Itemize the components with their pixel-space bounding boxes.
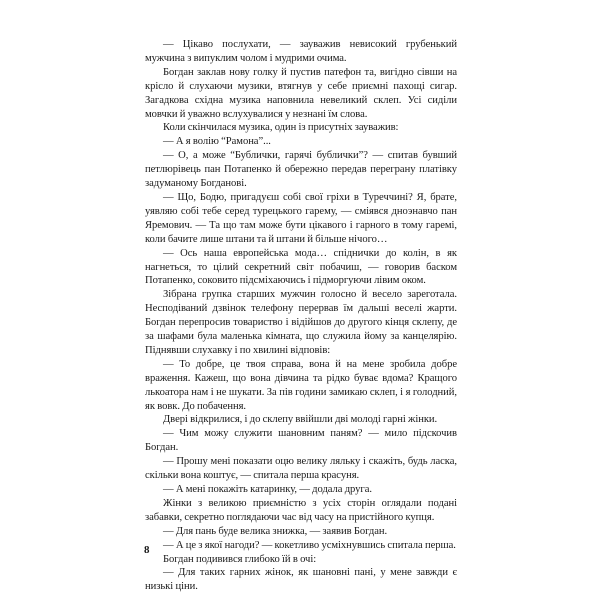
- paragraph: — Чим можу служити шановним паням? — мило підскочив Богдан.: [145, 428, 457, 454]
- paragraph: Зібрана групка старших мужчин голосно й весело зареготала. Несподіваний дзвінок телефону перервав їм дальші веселі жарти. Богдан перепросив товариство і відійшов до другого кінця склепу, де за шафами була маленька кімната, що служила йому за канцелярію. Піднявши слухавку і по хвилині відповів:: [145, 289, 457, 356]
- paragraph: — О, а може “Бублички, гарячі бублички”? — спитав бувший петлюрівець пан Потапенко й обережно передав переграну платівку задуманому Богданові.: [145, 150, 457, 190]
- paragraph: Жінки з великою приємністю з усіх сторін оглядали подані забавки, секретно поглядаючи час від часу на пристійного купця.: [145, 497, 457, 523]
- paragraph: — А я волію “Рамона”...: [163, 136, 271, 148]
- paragraph: — Для пань буде велика знижка, — заявив Богдан.: [163, 525, 388, 537]
- paragraph: Богдан подивився глибоко їй в очі:: [163, 553, 317, 565]
- paragraph: Двері відкрилися, і до склепу ввійшли дві молоді гарні жінки.: [163, 414, 438, 426]
- paragraph: — А це з якої нагоди? — кокетливо усміхнувшись спитала перша.: [163, 539, 456, 551]
- paragraph: Богдан заклав нову голку й пустив патефон та, вигідно сівши на крісло й слухаючи музики, втягнув у себе приємні пахощі сигар. Загадкова східна музика наповнила невеликий склеп. Усі сиділи мовчки й уважно вслухувалися у незнані їм слова.: [145, 66, 457, 120]
- paragraph: — Цікаво послухати, — зауважив невисокий грубенький мужчина з випуклим чолом і мудрими очима.: [145, 39, 457, 64]
- paragraph: — А мені покажіть катаринку, — додала друга.: [163, 484, 372, 495]
- paragraph: Коли скінчилася музика, один із присутніх зауважив:: [163, 122, 399, 134]
- body-text: [145, 38, 457, 594]
- paragraph: — Що, Бодю, пригадуєш собі свої гріхи в Туреччині? Я, брате, уявляю собі тебе серед турецького гарему, — сміявся дноэнавчо пан Яремович. — Та що там може бути цікавого і гарного в тому гаремі, коли бачите лише штани та й штани й більше нічого…: [145, 191, 457, 245]
- paragraph: — Ось наша европейська мода… спіднички до колін, в як нагнеться, то цілий секретний світ побачиш, — говорив баском Потапенко, соковито підсміхаючись і підморгуючи лівим оком.: [145, 247, 457, 287]
- page-number: 8: [144, 544, 150, 556]
- paragraph: — Прошу мені показати оцю велику ляльку і скажіть, будь ласка, скільки вона коштує, — спитала перша красуня.: [145, 456, 457, 482]
- paragraph: — То добре, це твоя справа, вона й на мене зробила добре враження. Кажеш, що вона дівчина та рідко буває вдома? Кращого лькоатора нам і не шукати. За пів години замикаю склеп, і я голодний, як вовк. До побачення.: [145, 358, 457, 412]
- paragraph: — Для таких гарних жінок, як шановні пані, у мене завжди є низькі ціни.: [145, 567, 457, 593]
